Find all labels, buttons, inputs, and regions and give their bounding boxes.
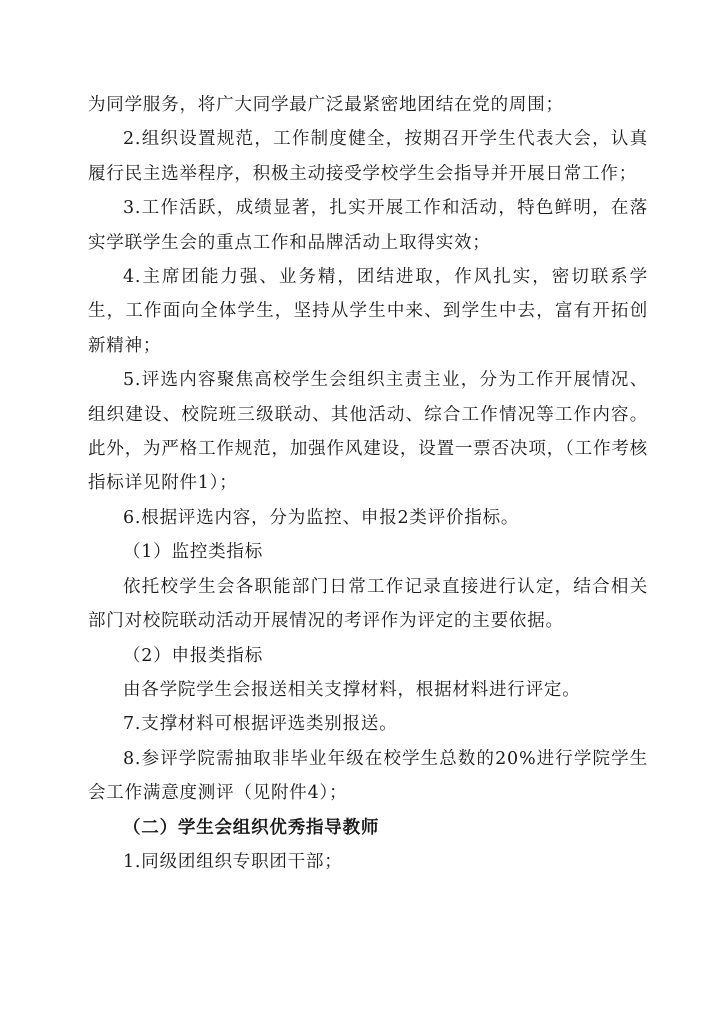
subitem-reporting-heading: （2）申报类指标 <box>123 645 264 666</box>
subitem-monitoring-body: 依托校学生会各职能部门日常工作记录直接进行认定，结合相关部门对校院联动活动开展情况的考评作为评定的主要依据。 <box>88 576 648 632</box>
item-4-presidium: 4.主席团能力强、业务精，团结进取，作风扎实，密切联系学生，工作面向全体学生，坚持从学生中来、到学生中去，富有开拓创新精神； <box>88 267 648 356</box>
item-2-organization: 2.组织设置规范，工作制度健全，按期召开学生代表大会，认真履行民主选举程序，积极主动接受学校学生会指导并开展日常工作； <box>88 129 648 184</box>
advisor-item-1: 1.同级团组织专职团干部； <box>123 851 343 872</box>
document-page <box>88 88 648 879</box>
item-7-materials: 7.支撑材料可根据评选类别报送。 <box>123 714 398 735</box>
item-3-activity: 3.工作活跃，成绩显著，扎实开展工作和活动，特色鲜明，在落实学联学生会的重点工作和品牌活动上取得实效； <box>88 198 648 253</box>
item-8-survey: 8.参评学院需抽取非毕业年级在校学生总数的20%进行学院学生会工作满意度测评（见附件4）； <box>88 748 648 804</box>
paragraph-continuation: 为同学服务，将广大同学最广泛最紧密地团结在党的周围； <box>88 95 564 115</box>
subitem-reporting-body: 由各学院学生会报送相关支撑材料，根据材料进行评定。 <box>123 679 581 700</box>
item-6-indicators: 6.根据评选内容，分为监控、申报2类评价指标。 <box>123 507 520 528</box>
subitem-monitoring-heading: （1）监控类指标 <box>123 542 264 563</box>
item-5-content: 5.评选内容聚焦高校学生会组织主责主业，分为工作开展情况、组织建设、校院班三级联动、其他活动、综合工作情况等工作内容。此外，为严格工作规范，加强作风建设，设置一票否决项，（工作考核指标详见附件1）； <box>88 370 648 494</box>
section-heading-advisor: （二）学生会组织优秀指导教师 <box>123 817 380 838</box>
